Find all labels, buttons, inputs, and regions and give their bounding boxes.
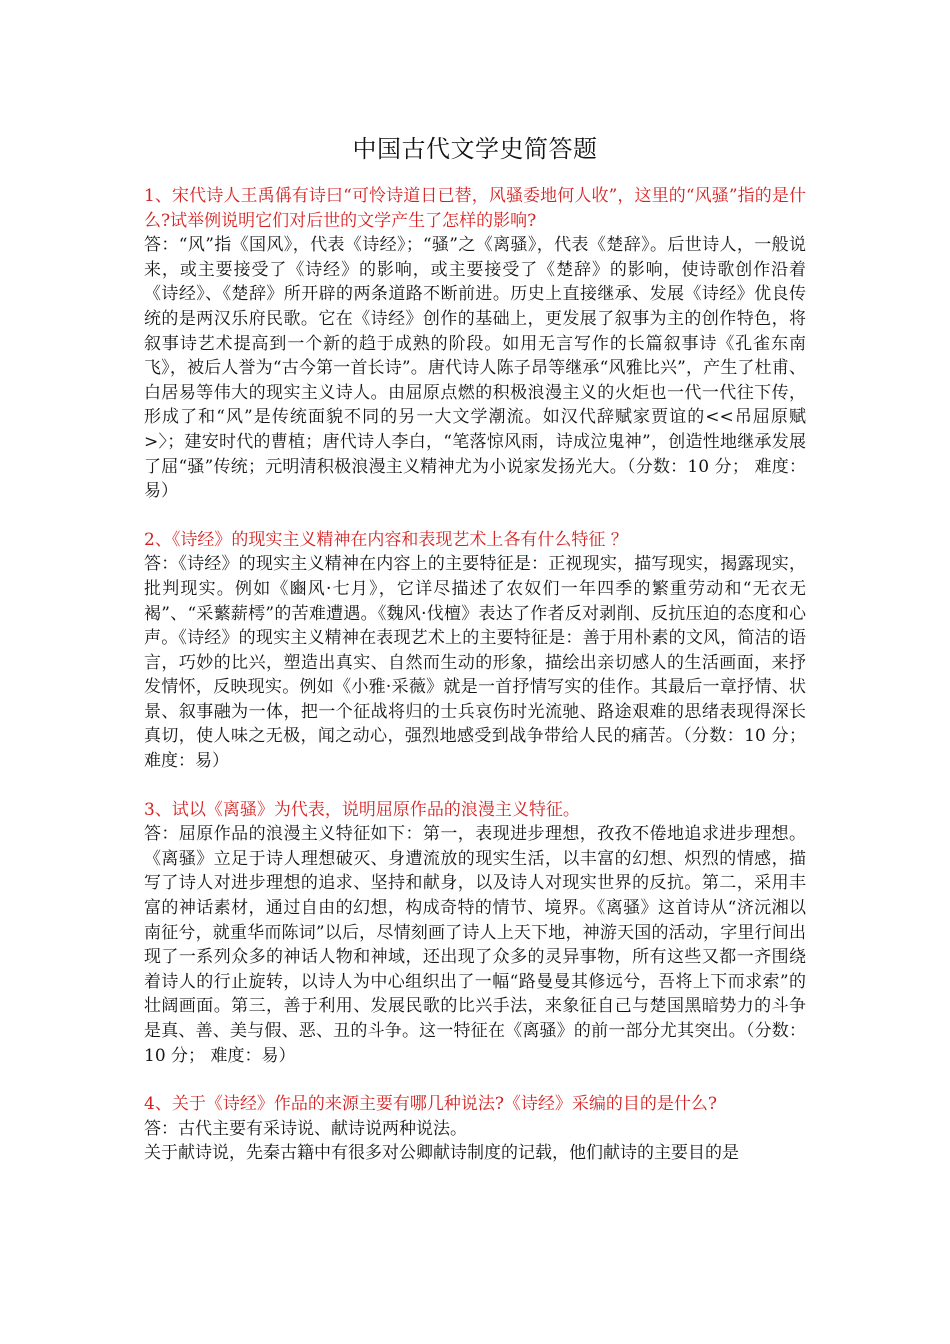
document-body <box>144 184 806 1166</box>
answer-4: 答：古代主要有采诗说、献诗说两种说法。 关于献诗说，先秦古籍中有很多对公卿献诗制度的记载，他们献诗的主要目的是 <box>144 1118 739 1164</box>
qa-block-1 <box>144 184 806 504</box>
answer-1: 答：“风”指《国风》，代表《诗经》；“骚”之《离骚》，代表《楚辞》。后世诗人，一般说来，或主要接受了《诗经》的影响，或主要接受了《楚辞》的影响，使诗歌创作沿着《诗经》、《楚辞》所开辟的两条道路不断前进。历史上直接继承、发展《诗经》优良传统的是两汉乐府民歌。它在《诗经》创作的基础上，更发展了叙事为主的创作特色，将叙事诗艺术提高到一个新的趋于成熟的阶段。如用无言写作的长篇叙事诗《孔雀东南飞》，被后人誉为“古今第一首长诗”。唐代诗人陈子昂等继承“风雅比兴”，产生了杜甫、白居易等伟大的现实主义诗人。由屈原点燃的积极浪漫主义的火炬也一代一代往下传，形成了和“风”是传统面貌不同的另一大文学潮流。如汉代辞赋家贾谊的<<吊屈原赋>〉；建安时代的曹植；唐代诗人李白，“笔落惊风雨，诗成泣鬼神”，创造性地继承发展了屈“骚”传统；元明清积极浪漫主义精神尤为小说家发扬光大。（分数：10 分； 难度：易） <box>144 235 806 502</box>
question-1: 1、宋代诗人王禹偁有诗曰“可怜诗道日已替，风骚委地何人收”，这里的“风骚”指的是什么?试举例说明它们对后世的文学产生了怎样的影响? <box>144 186 806 231</box>
question-2: 2、《诗经》的现实主义精神在内容和表现艺术上各有什么特征 ？ <box>144 529 628 550</box>
qa-block-3 <box>144 798 806 1069</box>
document-title: 中国古代文学史简答题 <box>352 135 598 164</box>
answer-3: 答：屈原作品的浪漫主义特征如下：第一，表现进步理想，孜孜不倦地追求进步理想。《离骚》立足于诗人理想破灭、身遭流放的现实生活，以丰富的幻想、炽烈的情感，描写了诗人对进步理想的追求、坚持和献身，以及诗人对现实世界的反抗。第二，采用丰富的神话素材，通过自由的幻想，构成奇特的情节、境界。《离骚》这首诗从“济沅湘以南征兮，就重华而陈词”以后，尽情刻画了诗人上天下地，神游天国的活动，字里行间出现了一系列众多的神话人物和神域，还出现了众多的灵异事物，所有这些又都一齐围绕着诗人的行止旋转，以诗人为中心组织出了一幅“路曼曼其修远兮，吾将上下而求索”的壮阔画面。第三，善于利用、发展民歌的比兴手法，来象征自己与楚国黑暗势力的斗争是真、善、美与假、恶、丑的斗争。这一特征在《离骚》的前一部分尤其突出。（分数：10 分； 难度：易） <box>144 824 806 1066</box>
question-4: 4、关于《诗经》作品的来源主要有哪几种说法?《诗经》采编的目的是什么? <box>144 1094 718 1115</box>
question-3: 3、试以《离骚》为代表，说明屈原作品的浪漫主义特征。 <box>144 799 580 820</box>
qa-block-4 <box>144 1092 806 1166</box>
answer-2: 答：《诗经》的现实主义精神在内容上的主要特征是：正视现实，描写现实，揭露现实，批判现实。例如《豳风·七月》，它详尽描述了农奴们一年四季的繁重劳动和“无衣无褐”、“采蘩薪樗”的苦难遭遇。《魏风·伐檀》表达了作者反对剥削、反抗压迫的态度和心声。《诗经》的现实主义精神在表现艺术上的主要特征是：善于用朴素的文风，简洁的语言，巧妙的比兴，塑造出真实、自然而生动的形象，描绘出亲切感人的生活画面，来抒发情怀，反映现实。例如《小雅·采薇》就是一首抒情写实的佳作。其最后一章抒情、状景、叙事融为一体，把一个征战将归的士兵哀伤时光流驰、路途艰难的思绪表现得深长真切，使人味之无极，闻之动心，强烈地感受到战争带给人民的痛苦。（分数：10 分； 难度：易） <box>144 554 806 772</box>
qa-block-2 <box>144 528 806 774</box>
